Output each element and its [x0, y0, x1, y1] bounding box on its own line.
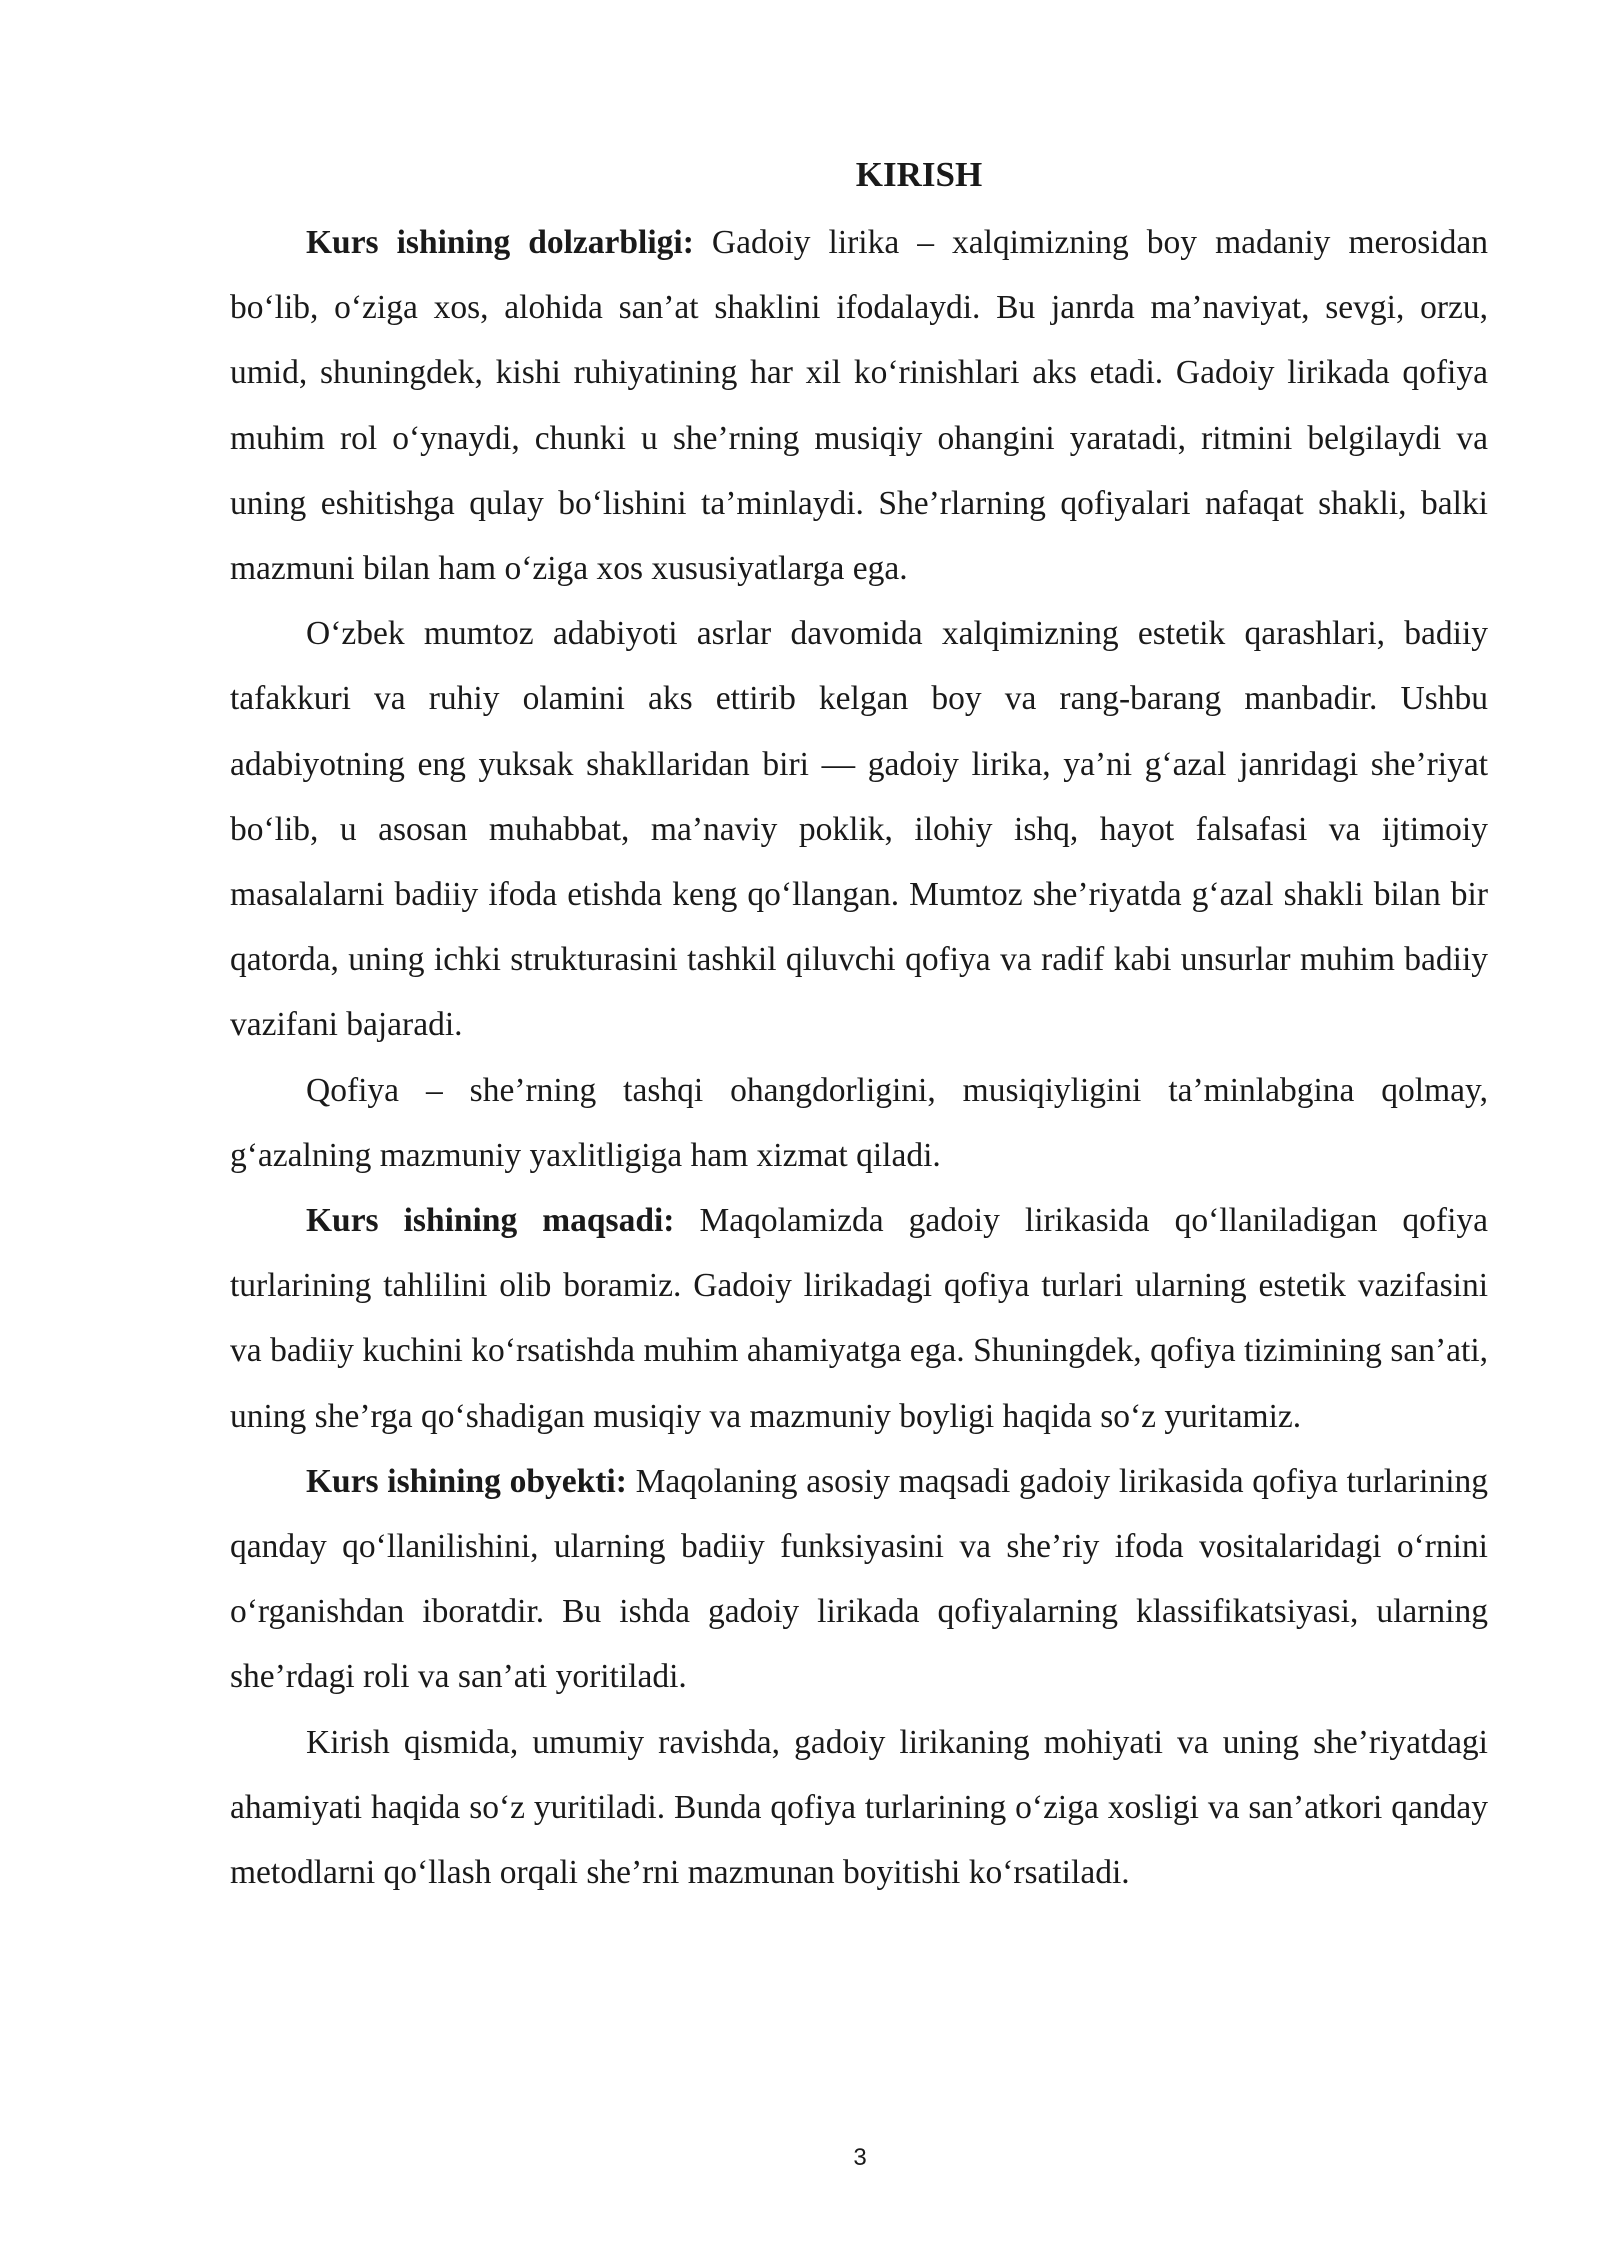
paragraph-text: Kirish qismida, umumiy ravishda, gadoiy lirikaning mohiyati va uning she’riyatdagi ahamiyati haqida so‘z yuritiladi. Bunda qofiya turlarining o‘ziga xosligi va san’atkori qanday metodlarni qo‘llash orqali she’rni mazmunan boyitishi ko‘rsatiladi. — [230, 1723, 1488, 1892]
paragraph-text: O‘zbek mumtoz adabiyoti asrlar davomida xalqimizning estetik qarashlari, badiiy tafakkuri va ruhiy olamini aks ettirib kelgan boy va rang-barang manbadir. Ushbu adabiyotning eng yuksak shakllaridan biri — gadoiy lirika, ya’ni g‘azal janridagi she’riyat bo‘lib, u asosan muhabbat, ma’naviy poklik, ilohiy ishq, hayot falsafasi va ijtimoiy masalalarni badiiy ifoda etishda keng qo‘llangan. Mumtoz she’riyatda g‘azal shakli bilan bir qatorda, uning ichki strukturasini tashkil qiluvchi qofiya va radif kabi unsurlar muhim badiiy vazifani bajaradi. — [230, 615, 1488, 1044]
paragraph-text: Gadoiy lirika – xalqimizning boy madaniy merosidan bo‘lib, o‘ziga xos, alohida san’at shaklini ifodalaydi. Bu janrda ma’naviyat, sevgi, orzu, umid, shuningdek, kishi ruhiyatining har xil ko‘rinishlari aks etadi. Gadoiy lirikada qofiya muhim rol o‘ynaydi, chunki u she’rning musiqiy ohangini yaratadi, ritmini belgilaydi va uning eshitishga qulay bo‘lishini ta’minlaydi. She’rlarning qofiyalari nafaqat shakli, balki mazmuni bilan ham o‘ziga xos xususiyatlarga ega. — [230, 224, 1488, 588]
paragraph-relevance — [230, 210, 1488, 601]
paragraph-lead: Kurs ishining dolzarbligi: — [306, 224, 694, 261]
paragraph-lead: Kurs ishining obyekti: — [306, 1462, 627, 1500]
paragraph-text: Maqolamizda gadoiy lirikasida qo‘llaniladigan qofiya turlarining tahlilini olib boramiz. Gadoiy lirikadagi qofiya turlari ularning estetik vazifasini va badiiy kuchini ko‘rsatishda muhim ahamiyatga ega. Shuningdek, qofiya tizimining san’ati, uning she’rga qo‘shadigan musiqiy va mazmuniy boyligi haqida so‘z yuritamiz. — [230, 1202, 1488, 1435]
paragraph-classical-literature — [230, 601, 1488, 1057]
paragraph-lead: Kurs ishining maqsadi: — [306, 1202, 675, 1240]
paragraph-object — [230, 1449, 1488, 1710]
paragraph-introduction — [230, 1710, 1488, 1906]
paragraph-goal — [230, 1188, 1488, 1449]
paragraph-text: Qofiya – she’rning tashqi ohangdorligini, musiqiyligini ta’minlabgina qolmay, g‘azalning mazmuniy yaxlitligiga ham xizmat qiladi. — [230, 1071, 1488, 1174]
paragraph-rhyme — [230, 1058, 1488, 1188]
page-content — [230, 148, 1488, 1905]
page-title: KIRISH — [855, 155, 983, 194]
page-number: 3 — [853, 2144, 867, 2171]
paragraph-text: Maqolaning asosiy maqsadi gadoiy lirikasida qofiya turlarining qanday qo‘llanilishini, ularning badiiy funksiyasini va she’riy ifoda vositalaridagi o‘rnini o‘rganishdan iboratdir. Bu ishda gadoiy lirikada qofiyalarning klassifikatsiyasi, ularning she’rdagi roli va san’ati yoritiladi. — [230, 1462, 1489, 1696]
